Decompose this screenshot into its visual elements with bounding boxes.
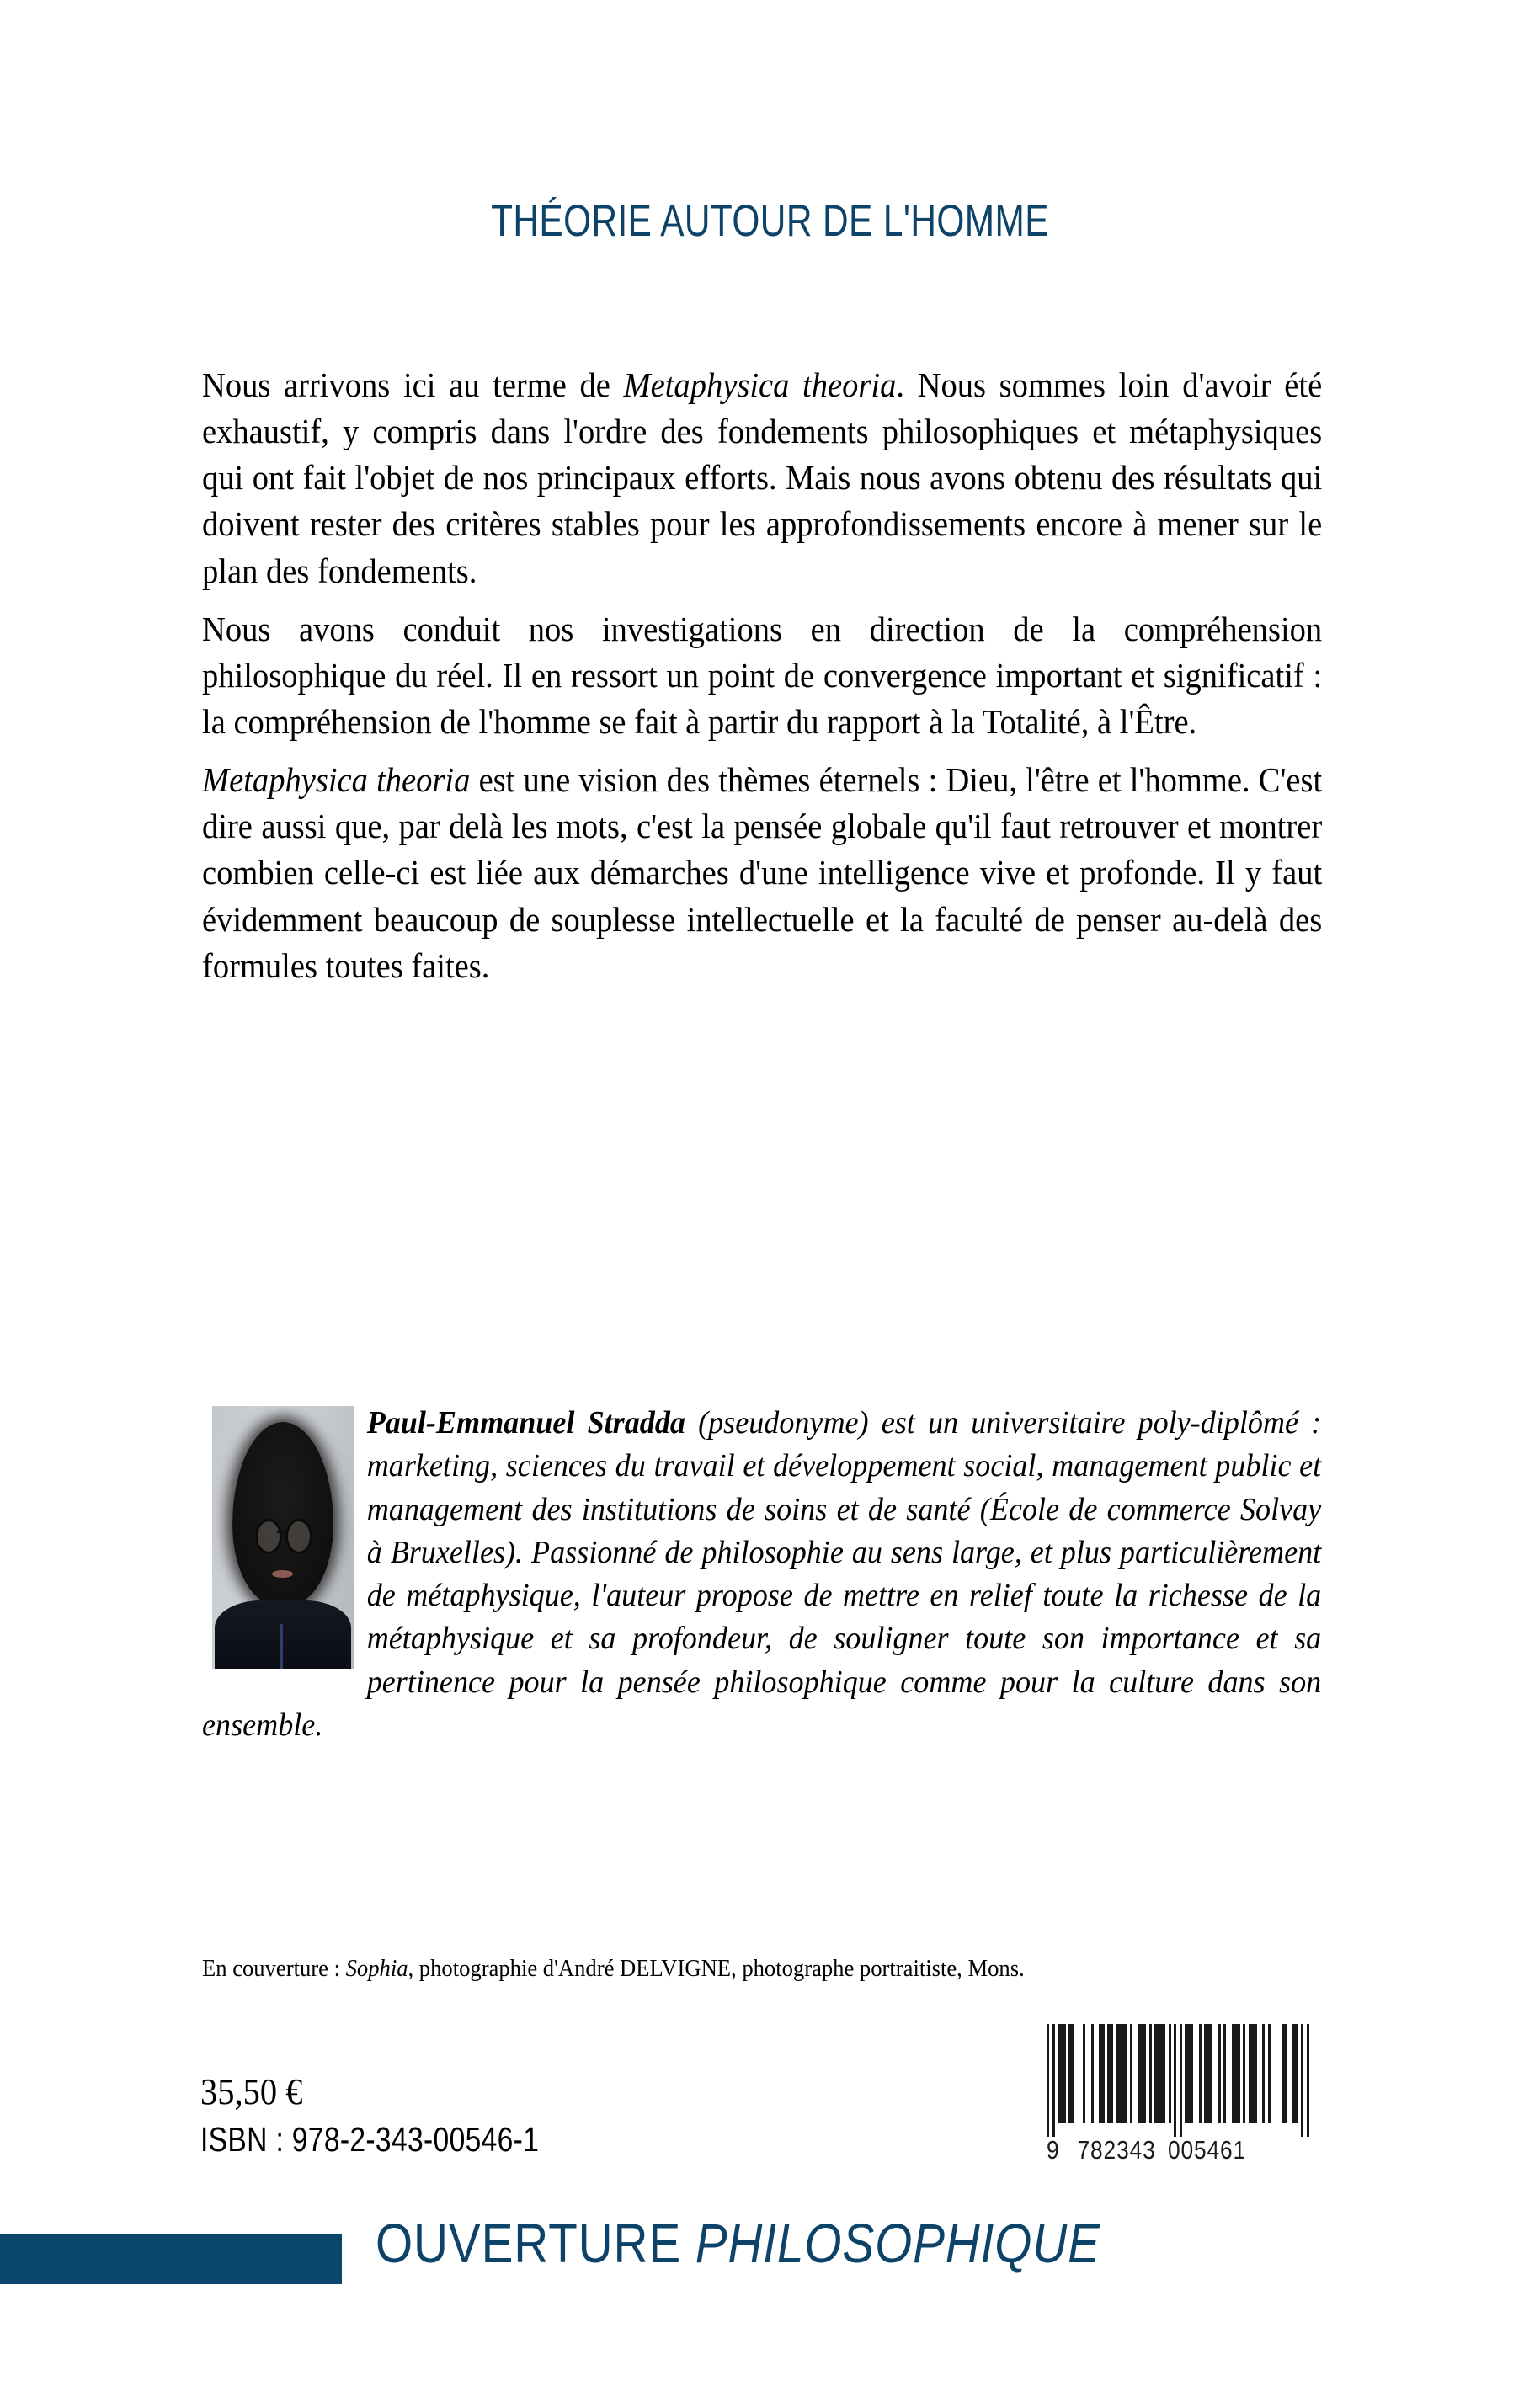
cover-credit: [202, 1955, 1274, 1984]
blurb-text: [202, 362, 1322, 1001]
blurb-rest: . Nous sommes loin d'avoir été exhaustif, y compris dans l'ordre des fondements philosophiques et métaphysiques qui ont fait l'objet de nos principaux efforts. Mais nous avons obtenu des résultats qui doivent rester des critères stables pour les approfondissements encore à mener sur le plan des fondements.: [202, 365, 1323, 590]
blurb-paragraph: [202, 362, 1322, 594]
price-label: 35,50 €: [200, 2071, 303, 2112]
credit-prefix: En couverture :: [202, 1956, 346, 1982]
collection-word-italic: PHILOSOPHIQUE: [695, 2212, 1100, 2274]
isbn-label: ISBN : 978-2-343-00546-1: [200, 2120, 540, 2160]
barcode-digits-right: 005461: [1168, 2135, 1247, 2165]
blurb-rest: Nous avons conduit nos investigations en direction de la compréhension philosophique du réel. Il en ressort un point de convergence important et significatif : la compréhension de l'homme se fait à partir du rapport à la Totalité, à l'Être.: [202, 609, 1323, 741]
collection-word-regular: OUVERTURE: [376, 2212, 682, 2274]
blurb-italic-title: Metaphysica theoria: [623, 365, 897, 404]
author-bio: [202, 1402, 1322, 1747]
barcode-bars: [1047, 2024, 1309, 2137]
author-bio-body: (pseudonyme) est un universitaire poly-diplômé : marketing, sciences du travail et développement social, management public et management des institutions de soins et de santé (École de commerce Solvay à Bruxelles). Passionné de philosophie au sens large, et plus particulièrement de métaphysique, l'auteur propose de mettre en relief toute la richesse de la métaphysique et sa profondeur, de souligner toute son importance et sa pertinence pour la pensée philosophique comme pour la culture dans son ensemble.: [202, 1405, 1322, 1744]
collection-label: [376, 2211, 1100, 2275]
price-isbn-block: [200, 2073, 614, 2158]
blurb-lead: Nous arrivons ici au terme de: [202, 365, 624, 404]
footer-accent-bar: [0, 2234, 342, 2284]
barcode-digits: [1047, 2135, 1270, 2164]
credit-work-title: Sophia: [345, 1956, 408, 1982]
author-name: Paul-Emmanuel Stradda: [366, 1405, 685, 1441]
blurb-italic-title: Metaphysica theoria: [202, 760, 471, 800]
credit-suffix: , photographie d'André DELVIGNE, photographe portraitiste, Mons.: [408, 1956, 1025, 1982]
page-title: THÉORIE AUTOUR DE L'HOMME: [491, 196, 1049, 246]
blurb-paragraph: [202, 757, 1322, 989]
blurb-paragraph: [202, 606, 1322, 745]
barcode-digits-left: 782343: [1077, 2135, 1156, 2165]
author-bio-text: [202, 1402, 1321, 1747]
blurb-rest: est une vision des thèmes éternels : Dieu, l'être et l'homme. C'est dire aussi que, par delà les mots, c'est la pensée globale qu'il faut retrouver et montrer combien celle-ci est liée aux démarches d'une intelligence vive et profonde. Il y faut évidemment beaucoup de souplesse intellectuelle et la faculté de penser au-delà des formules toutes faites.: [202, 760, 1323, 985]
barcode-digit-first: 9: [1047, 2135, 1060, 2165]
ean13-barcode: [1047, 2024, 1309, 2164]
